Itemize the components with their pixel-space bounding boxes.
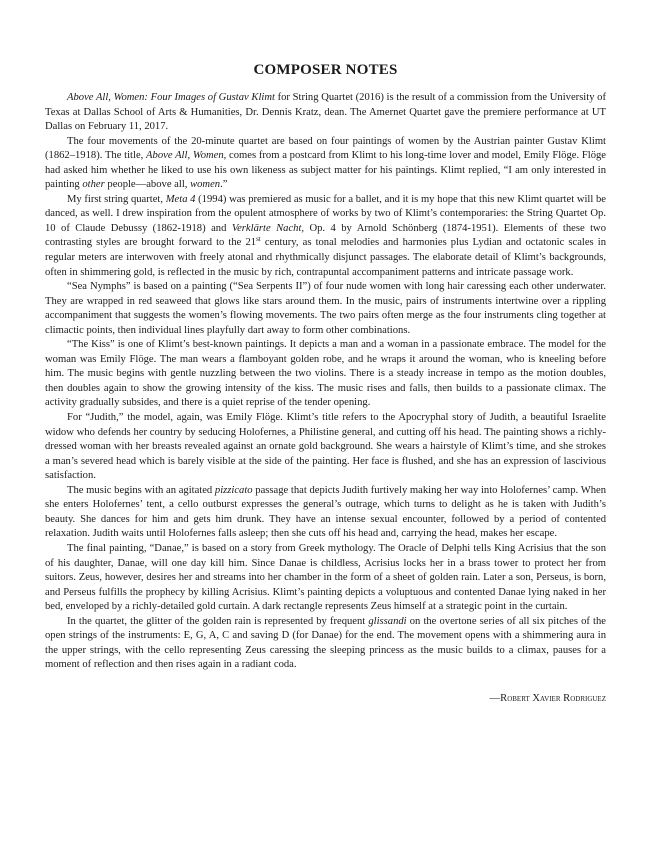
signature xyxy=(45,693,606,704)
text-run: For “Judith,” the model, again, was Emily Flöge. Klimt’s title refers to the Apocryphal story of Judith, a beautiful Israelite widow who defends her country by seducing Holofernes, a Philistine general, and cutting off his head. The painting shows a richly-dressed woman with her breasts revealed against an ornate gold background. She wears a hairstyle of Klimt’s time, and she strokes a man’s severed head which is barely visible at the side of the painting. Her face is flushed, and she has an expression of lascivious satisfaction. xyxy=(45,412,606,482)
text-run: (1994) was premiered as music for a ballet, and it is my hope that this new Klimt quartet will be danced, as well. I drew inspiration from the opulent atmosphere of works by two of Klimt’s contemporaries: the String Quartet Op. 10 of Claude Debussy (1862-1918) and xyxy=(45,193,606,234)
italic-text: Above All, Women, xyxy=(146,150,227,162)
page-title: COMPOSER NOTES xyxy=(253,62,398,78)
document-body xyxy=(45,91,606,673)
text-run: My first string quartet, xyxy=(67,193,166,205)
text-run: The music begins with an agitated xyxy=(67,484,215,496)
italic-text: women xyxy=(190,179,221,191)
text-run: The final painting, “Danae,” is based on a story from Greek mythology. The Oracle of Delphi tells King Acrisius that the son of his daughter, Danae, will one day kill him. Since Danae is childless, Acrisius locks her in a brass tower to protect her from suitors. Zeus, however, desires her and streams into her chamber in the form of a sheet of golden rain. Later a son, Perseus, is born, and Perseus fulfills the prophecy by killing Acrisius. Klimt’s painting depicts a voluptuous and contented Danae lying naked in her bed, enveloped by a richly-detailed gold curtain. A dark rectangle represents Zeus himself at a strategic point in the curtain. xyxy=(45,542,606,613)
italic-text: Meta 4 xyxy=(165,193,196,205)
paragraph xyxy=(45,338,606,411)
superscript-text: st xyxy=(256,235,261,244)
text-run: passage that depicts Judith furtively making her way into Holofernes’ camp. When she enters Holofernes’ tent, a cello outburst expresses the general’s outrage, which turns to delight as he is taken with Judith’s beauty. She dances for him and gets him drunk. They have an intense sexual encounter, followed by a period of contented relaxation. Judith waits until Holofernes falls asleep; then she cuts off his head and, carrying the head, makes her escape. xyxy=(45,484,606,540)
paragraph xyxy=(45,193,606,280)
paragraph xyxy=(45,615,606,673)
paragraph xyxy=(45,280,606,338)
text-run: In the quartet, the glitter of the golden rain is represented by frequent xyxy=(67,615,369,627)
text-run: for String Quartet (2016) is the result of a commission from the University of Texas at Dallas School of Arts & Humanities, Dr. Dennis Kratz, dean. The Amernet Quartet gave the premiere performance at UT Dallas on February 11, 2017. xyxy=(45,92,606,133)
text-run: .” xyxy=(220,179,228,191)
italic-text: pizzicato xyxy=(214,484,253,496)
italic-text: Above All, Women: Four Images of Gustav Klimt xyxy=(67,92,275,103)
text-run: people—above all, xyxy=(104,179,191,191)
paragraph xyxy=(45,484,606,542)
text-run: on the overtone series of all six pitches of the open strings of the instruments: E, G, A, C and saving D (for Danae) for the end. The movement opens with a shimmering aura in the upper strings, with the cello representing Zeus caressing the sleeping princess as the music builds to a climax, pauses for a moment of reflection and then rises again in a radiant coda. xyxy=(45,615,606,671)
italic-text: other xyxy=(82,179,105,191)
paragraph xyxy=(45,135,606,193)
text-run: century, as tonal melodies and harmonies plus Lydian and octatonic scales in regular meters are interwoven with freely atonal and rhythmically disjunct passages. The elaborate detail of Klimt’s backgrounds, often in shimmering gold, is reflected in the music by rich, contrapuntal accompaniment patterns and intricate passage work. xyxy=(45,237,606,278)
paragraph xyxy=(45,411,606,484)
signature-dash: — xyxy=(489,692,501,704)
text-run: “The Kiss” is one of Klimt’s best-known paintings. It depicts a man and a woman in a passionate embrace. The model for the woman was Emily Flöge. The man wears a flamboyant golden robe, and he wraps it around the woman, who is kneeling before him. The music begins with gentle nuzzling between the two violins. There is a steady increase in tempo as the motion doubles, then doubles again to show the growing intensity of the kiss. The music rises and falls, then builds to a passionate climax. The activity gradually subsides, and there is a quiet reprise of the tender opening. xyxy=(45,339,606,409)
text-run: comes from a postcard from Klimt to his long-time lover and model, Emily Flöge. Flöge had asked him whether he liked to use his own likeness as subject matter for his paintings. Klimt replied, “I am only interested in painting xyxy=(45,150,606,191)
signature-name: Robert Xavier Rodriguez xyxy=(500,692,606,704)
text-run: The four movements of the 20-minute quartet are based on four paintings of women by the Austrian painter Gustav Klimt (1862–1918). The title, xyxy=(45,135,606,162)
text-run: Op. 4 by Arnold Schönberg (1874-1951). Elements of these two contrasting styles are brought forward to the 21 xyxy=(45,222,606,249)
italic-text: Verklärte Nacht, xyxy=(231,222,305,234)
italic-text: glissandi xyxy=(368,615,407,627)
text-run: “Sea Nymphs” is based on a painting (“Sea Serpents II”) of four nude women with long hair caressing each other underwater. They are wrapped in red seaweed that glows like stars around them. In the music, pairs of instruments intertwine over a rippling accompaniment that suggests the women’s flowing movements. The two pairs often merge as the four instruments cling together at climactic points, then individual lines playfully dart away to form other combinations. xyxy=(45,281,606,336)
paragraph xyxy=(45,542,606,615)
paragraph xyxy=(45,91,606,135)
